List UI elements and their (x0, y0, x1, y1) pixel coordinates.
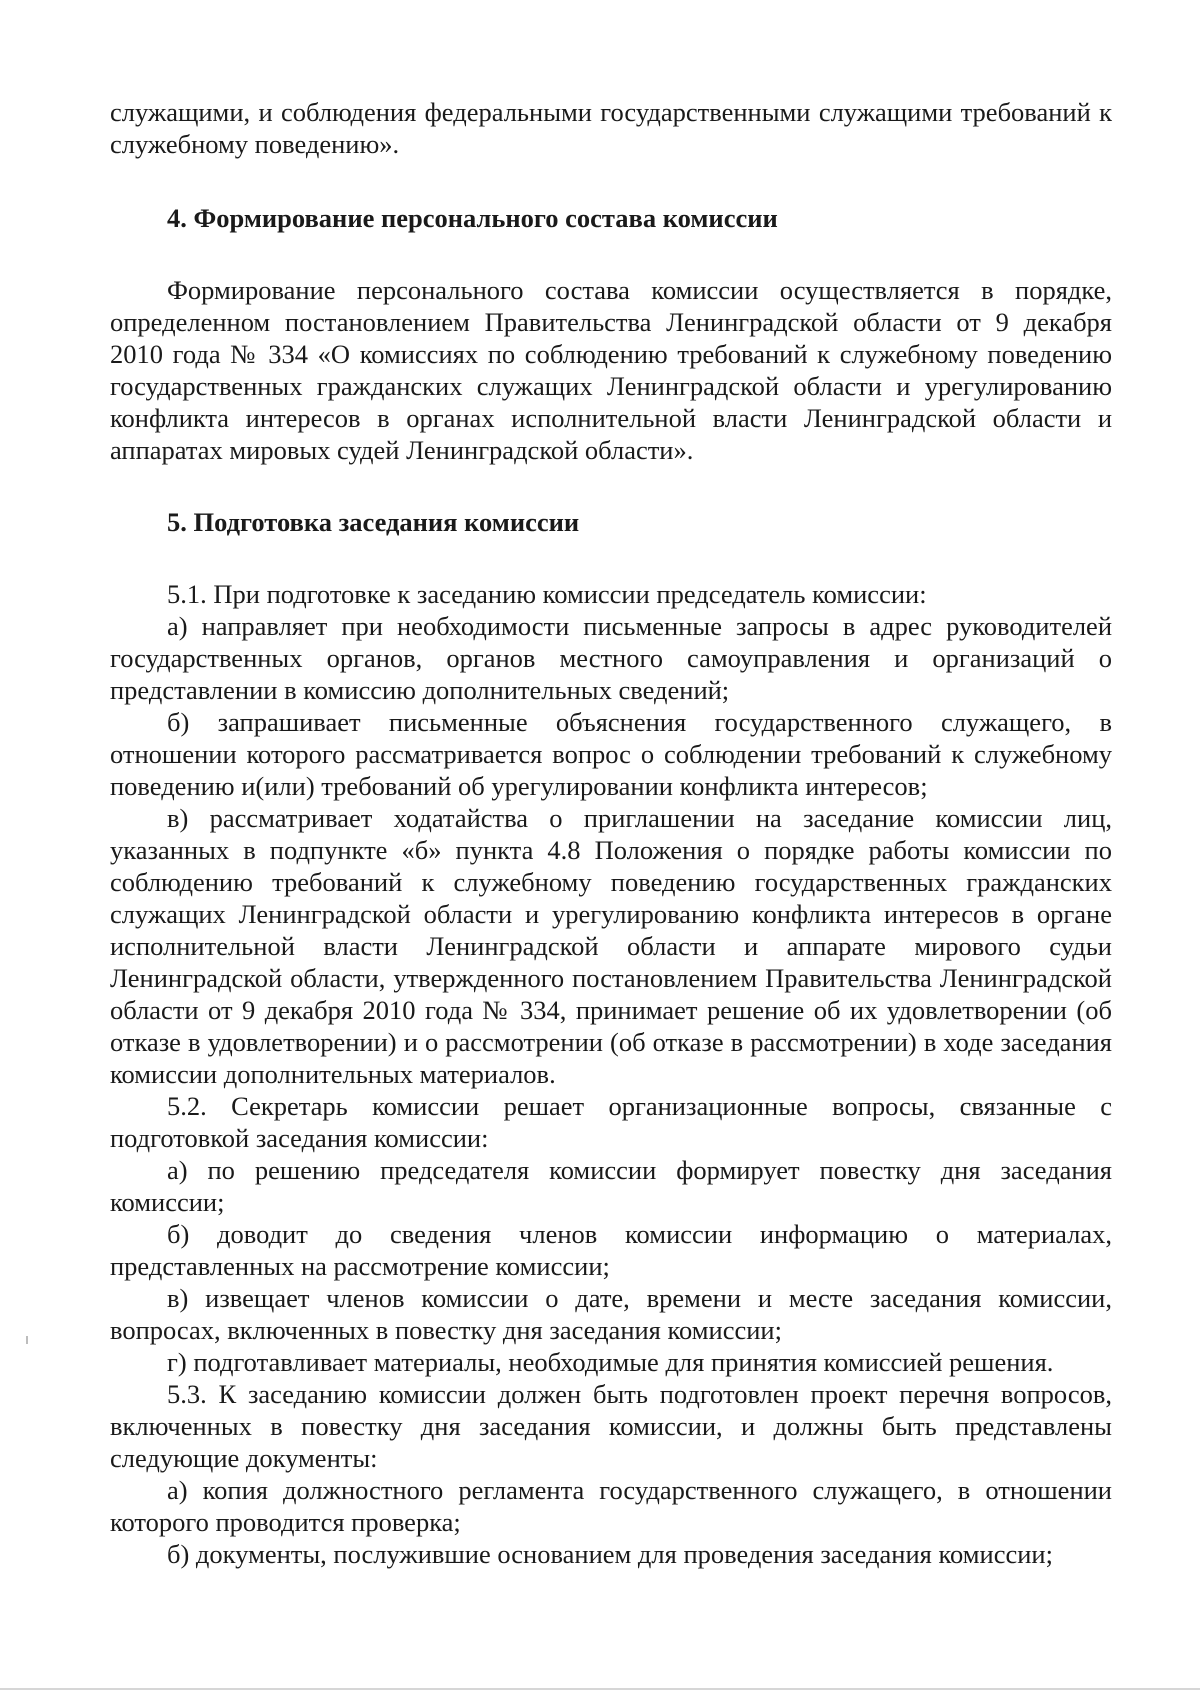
paragraph-5-1-b: б) запрашивает письменные объяснения государственного служащего, в отношении которого рассматривается вопрос о соблюдении требований к служебному поведению и(или) требований об урегулировании конфликта интересов; (110, 707, 1112, 801)
paragraph-5-2: 5.2. Секретарь комиссии решает организационные вопросы, связанные с подготовкой заседания комиссии: (110, 1091, 1112, 1153)
document-page (110, 96, 1112, 1570)
paragraph-5-3-b: б) документы, послужившие основанием для проведения заседания комиссии; (167, 1539, 1053, 1569)
section-5-heading: 5. Подготовка заседания комиссии (167, 507, 580, 537)
section-4-paragraph: Формирование персонального состава комиссии осуществляется в порядке, определенном постановлением Правительства Ленинградской области от 9 декабря 2010 года № 334 «О комиссиях по соблюдению требований к служебному поведению государственных гражданских служащих Ленинградской области и урегулированию конфликта интересов в органах исполнительной власти Ленинградской области и аппаратах мировых судей Ленинградской области». (110, 275, 1112, 465)
paragraph-5-3: 5.3. К заседанию комиссии должен быть подготовлен проект перечня вопросов, включенных в повестку дня заседания комиссии, и должны быть представлены следующие документы: (110, 1379, 1112, 1473)
paragraph-5-3-a: а) копия должностного регламента государственного служащего, в отношении которого проводится проверка; (110, 1475, 1112, 1537)
paragraph-5-2-a: а) по решению председателя комиссии формирует повестку дня заседания комиссии; (110, 1155, 1112, 1217)
scan-margin-mark (26, 1336, 28, 1344)
paragraph-5-1-v: в) рассматривает ходатайства о приглашении на заседание комиссии лиц, указанных в подпункте «б» пункта 4.8 Положения о порядке работы комиссии по соблюдению требований к служебному поведению государственных гражданских служащих Ленинградской области и урегулированию конфликта интересов в органе исполнительной власти Ленинградской области и аппарате мирового судьи Ленинградской области, утвержденного постановлением Правительства Ленинградской области от 9 декабря 2010 года № 334, принимает решение об их удовлетворении (об отказе в удовлетворении) и о рассмотрении (об отказе в рассмотрении) в ходе заседания комиссии дополнительных материалов. (110, 803, 1112, 1089)
paragraph-5-1: 5.1. При подготовке к заседанию комиссии председатель комиссии: (167, 579, 927, 609)
paragraph-5-1-a: а) направляет при необходимости письменные запросы в адрес руководителей государственных органов, органов местного самоуправления и организаций о представлении в комиссию дополнительных сведений; (110, 611, 1112, 705)
section-4-heading: 4. Формирование персонального состава комиссии (167, 203, 778, 233)
intro-paragraph: служащими, и соблюдения федеральными государственными служащими требований к служебному поведению». (110, 97, 1112, 159)
scan-bottom-edge (0, 1688, 1200, 1690)
paragraph-5-2-g: г) подготавливает материалы, необходимые для принятия комиссией решения. (167, 1347, 1054, 1377)
paragraph-5-2-v: в) извещает членов комиссии о дате, времени и месте заседания комиссии, вопросах, включенных в повестку дня заседания комиссии; (110, 1283, 1112, 1345)
paragraph-5-2-b: б) доводит до сведения членов комиссии информацию о материалах, представленных на рассмотрение комиссии; (110, 1219, 1112, 1281)
